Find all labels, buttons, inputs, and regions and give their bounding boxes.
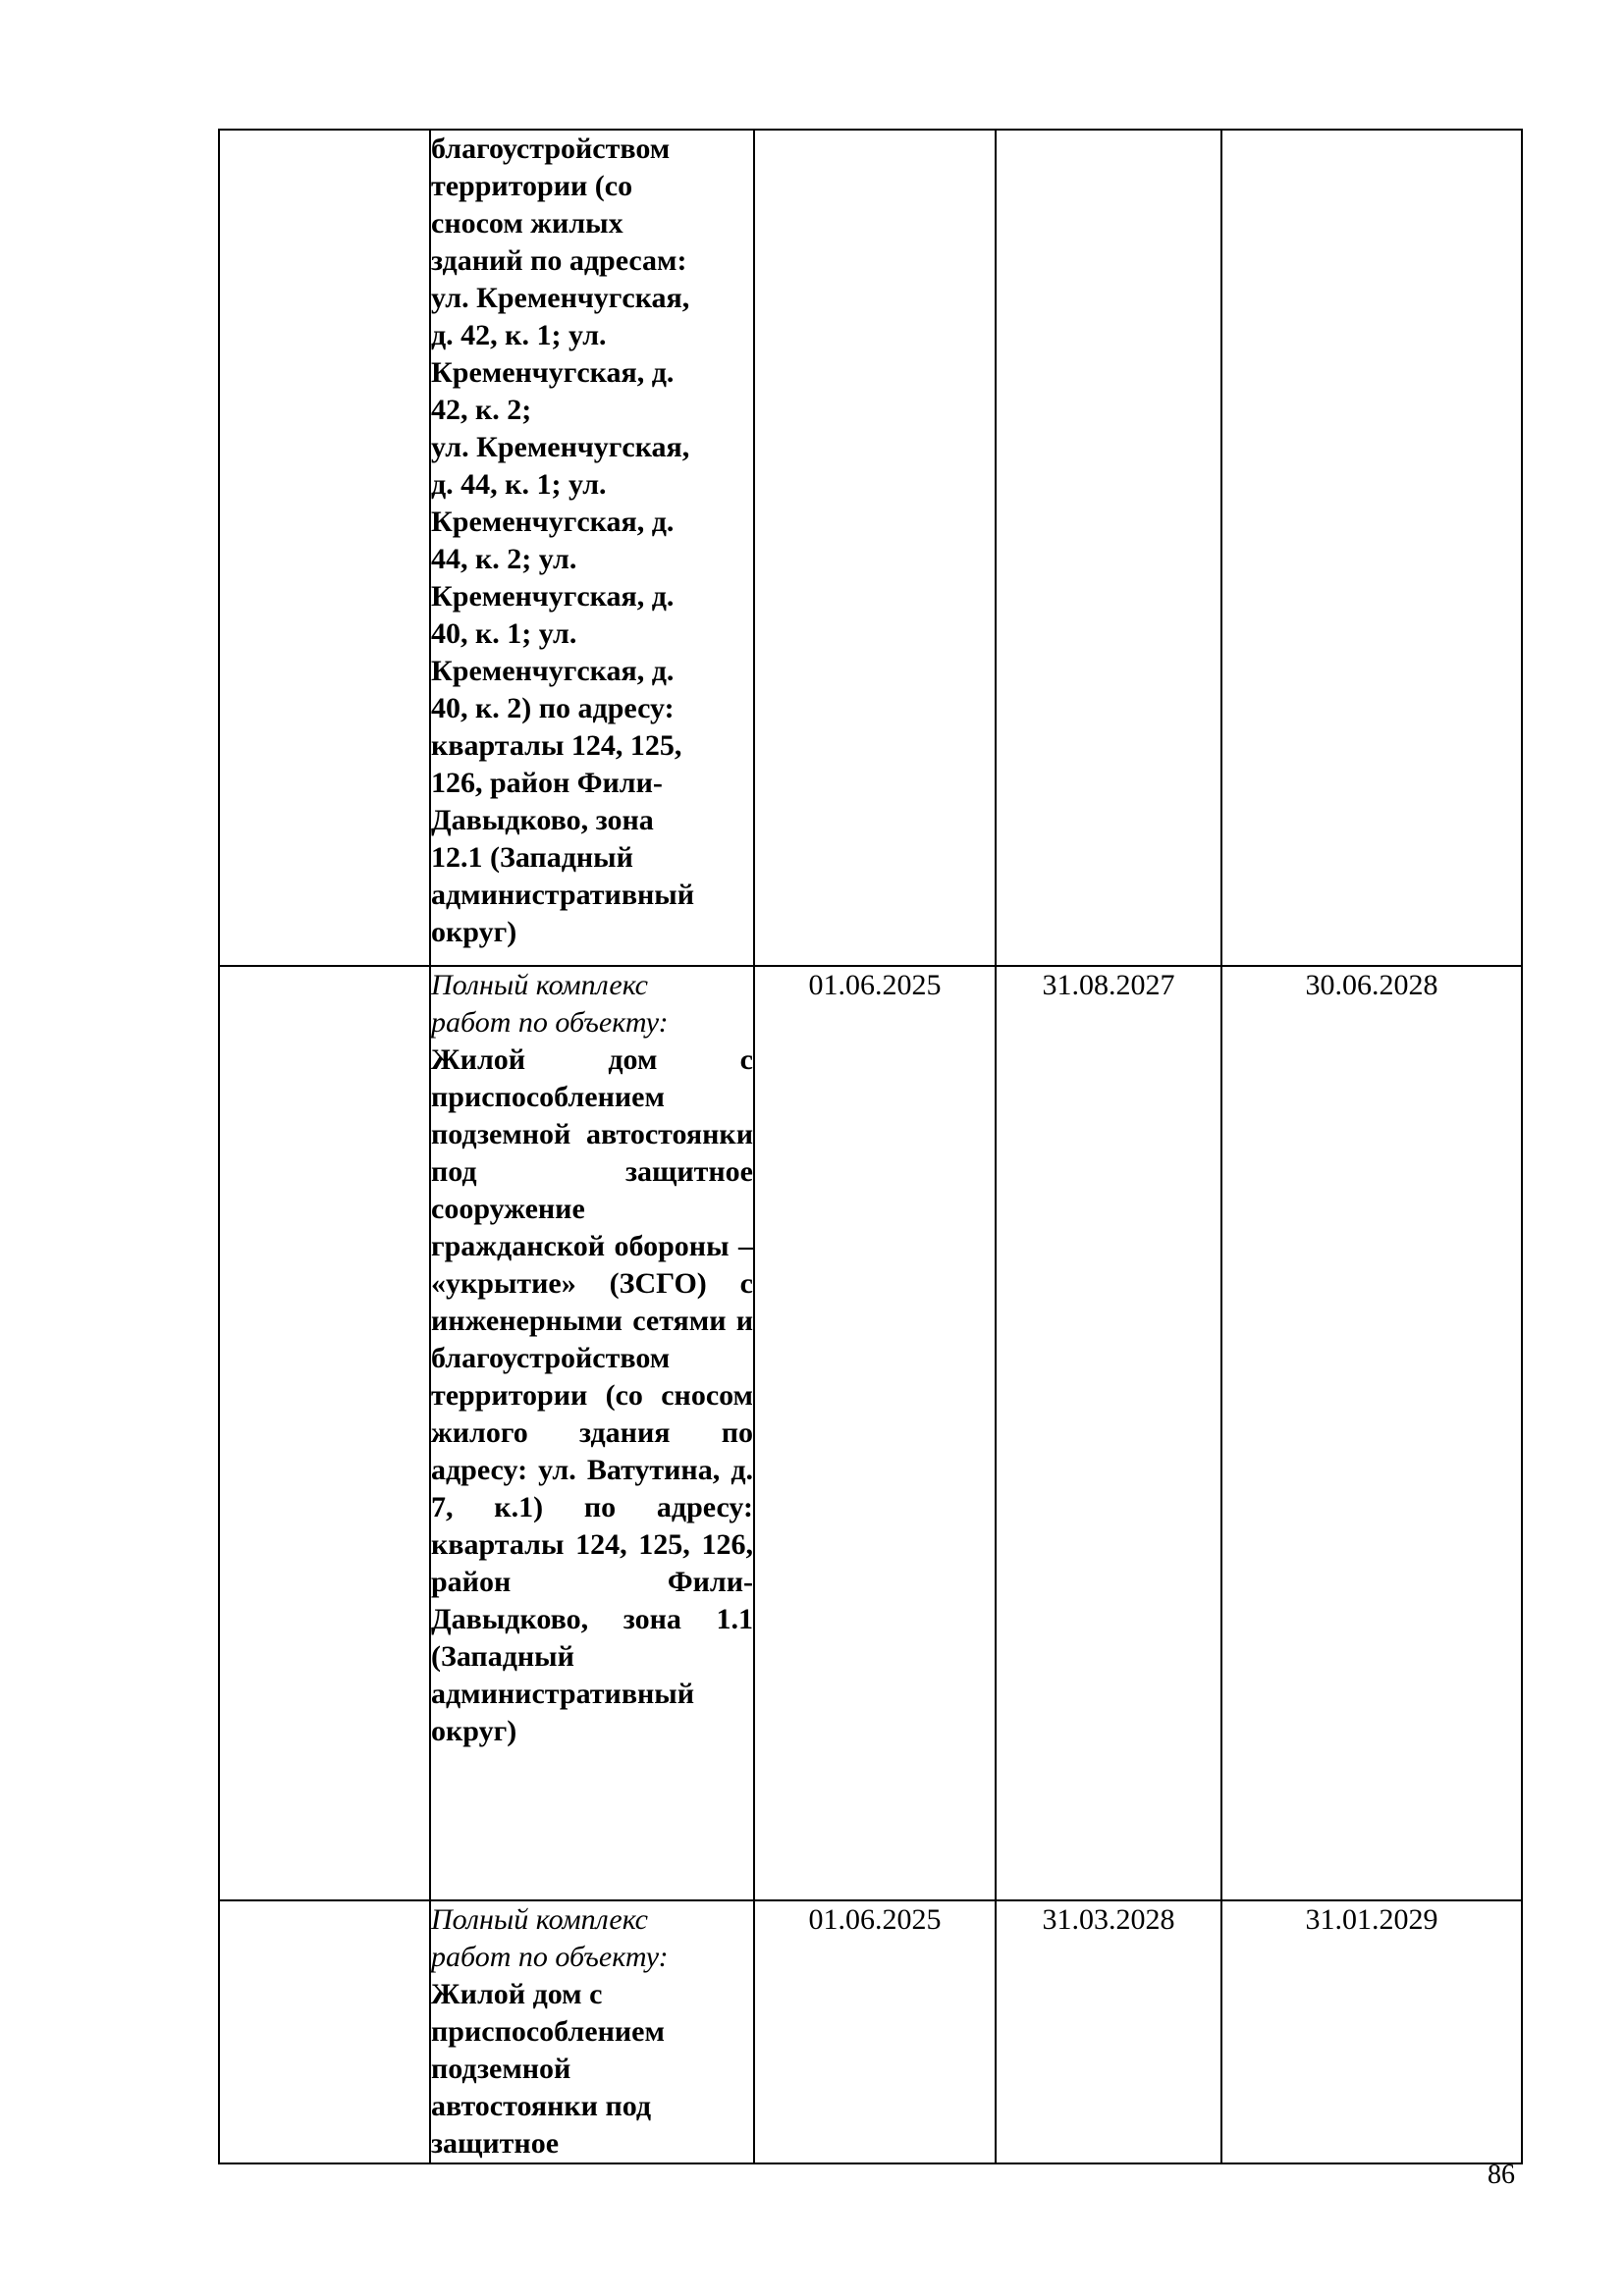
work-scope-label: работ по объекту: bbox=[431, 1006, 669, 1039]
description-line: 40, к. 2) по адресу: bbox=[431, 692, 675, 724]
object-name-line: приспособлением bbox=[431, 2015, 665, 2048]
work-scope-label: Полный комплекс bbox=[431, 1903, 648, 1936]
object-name-line: защитное bbox=[431, 2127, 560, 2160]
work-scope-label: работ по объекту: bbox=[431, 1941, 669, 1973]
description-line: ул. Кременчугская, bbox=[431, 431, 690, 463]
object-name-line: автостоянки под bbox=[431, 2090, 652, 2122]
start-date-cell bbox=[754, 130, 996, 966]
final-date-cell: 31.01.2029 bbox=[1221, 1900, 1522, 2163]
object-description-cell bbox=[430, 1900, 754, 2163]
description-line: 44, к. 2; ул. bbox=[431, 543, 577, 575]
object-description-cell bbox=[430, 130, 754, 966]
empty-number-cell bbox=[219, 966, 430, 1900]
description-line: кварталы 124, 125, bbox=[431, 729, 682, 762]
final-date-cell: 30.06.2028 bbox=[1221, 966, 1522, 1900]
description-line: 126, район Фили- bbox=[431, 767, 663, 799]
description-line: Кременчугская, д. bbox=[431, 356, 675, 389]
description-line: ул. Кременчугская, bbox=[431, 282, 690, 314]
description-line: территории (со bbox=[431, 170, 633, 202]
end-date-cell bbox=[996, 130, 1221, 966]
schedule-table bbox=[218, 129, 1523, 2164]
object-name-line: подземной bbox=[431, 2053, 571, 2085]
description-line: Кременчугская, д. bbox=[431, 506, 675, 538]
object-description-cell bbox=[430, 966, 754, 1900]
description-line: Кременчугская, д. bbox=[431, 655, 675, 687]
description-line: Кременчугская, д. bbox=[431, 580, 675, 613]
end-date-cell: 31.03.2028 bbox=[996, 1900, 1221, 2163]
description-line: 12.1 (Западный bbox=[431, 841, 633, 874]
final-date-cell bbox=[1221, 130, 1522, 966]
description-line: д. 44, к. 1; ул. bbox=[431, 468, 607, 501]
description-line: благоустройством bbox=[431, 133, 671, 165]
work-scope-label: Полный комплекс bbox=[431, 969, 648, 1001]
object-name-line: Жилой дом с bbox=[431, 1978, 603, 2010]
description-line: административный bbox=[431, 879, 695, 911]
description-line: округ) bbox=[431, 916, 517, 948]
empty-number-cell bbox=[219, 130, 430, 966]
start-date-cell: 01.06.2025 bbox=[754, 966, 996, 1900]
object-name-text: Жилой дом с приспособлением подземной автостоянки под защитное сооружение гражданской обороны – «укрытие» (ЗСГО) с инженерными сетями и благоустройством территории (со сносом жилого здания по адресу: ул. Ватутина, д. 7, к.1) по адресу: кварталы 124, 125, 126, район Фили-Давыдково, зона 1.1 (Западный административный округ) bbox=[431, 1043, 753, 1747]
page-number: 86 bbox=[1488, 2160, 1515, 2190]
description-line: сносом жилых bbox=[431, 207, 623, 240]
description-line: д. 42, к. 1; ул. bbox=[431, 319, 607, 351]
empty-number-cell bbox=[219, 1900, 430, 2163]
end-date-cell: 31.08.2027 bbox=[996, 966, 1221, 1900]
description-line: Давыдково, зона bbox=[431, 804, 654, 836]
description-line: 42, к. 2; bbox=[431, 394, 532, 426]
start-date-cell: 01.06.2025 bbox=[754, 1900, 996, 2163]
description-line: 40, к. 1; ул. bbox=[431, 617, 577, 650]
table-row bbox=[219, 966, 1522, 1900]
table-row bbox=[219, 130, 1522, 966]
description-line: зданий по адресам: bbox=[431, 244, 687, 277]
table-row bbox=[219, 1900, 1522, 2163]
